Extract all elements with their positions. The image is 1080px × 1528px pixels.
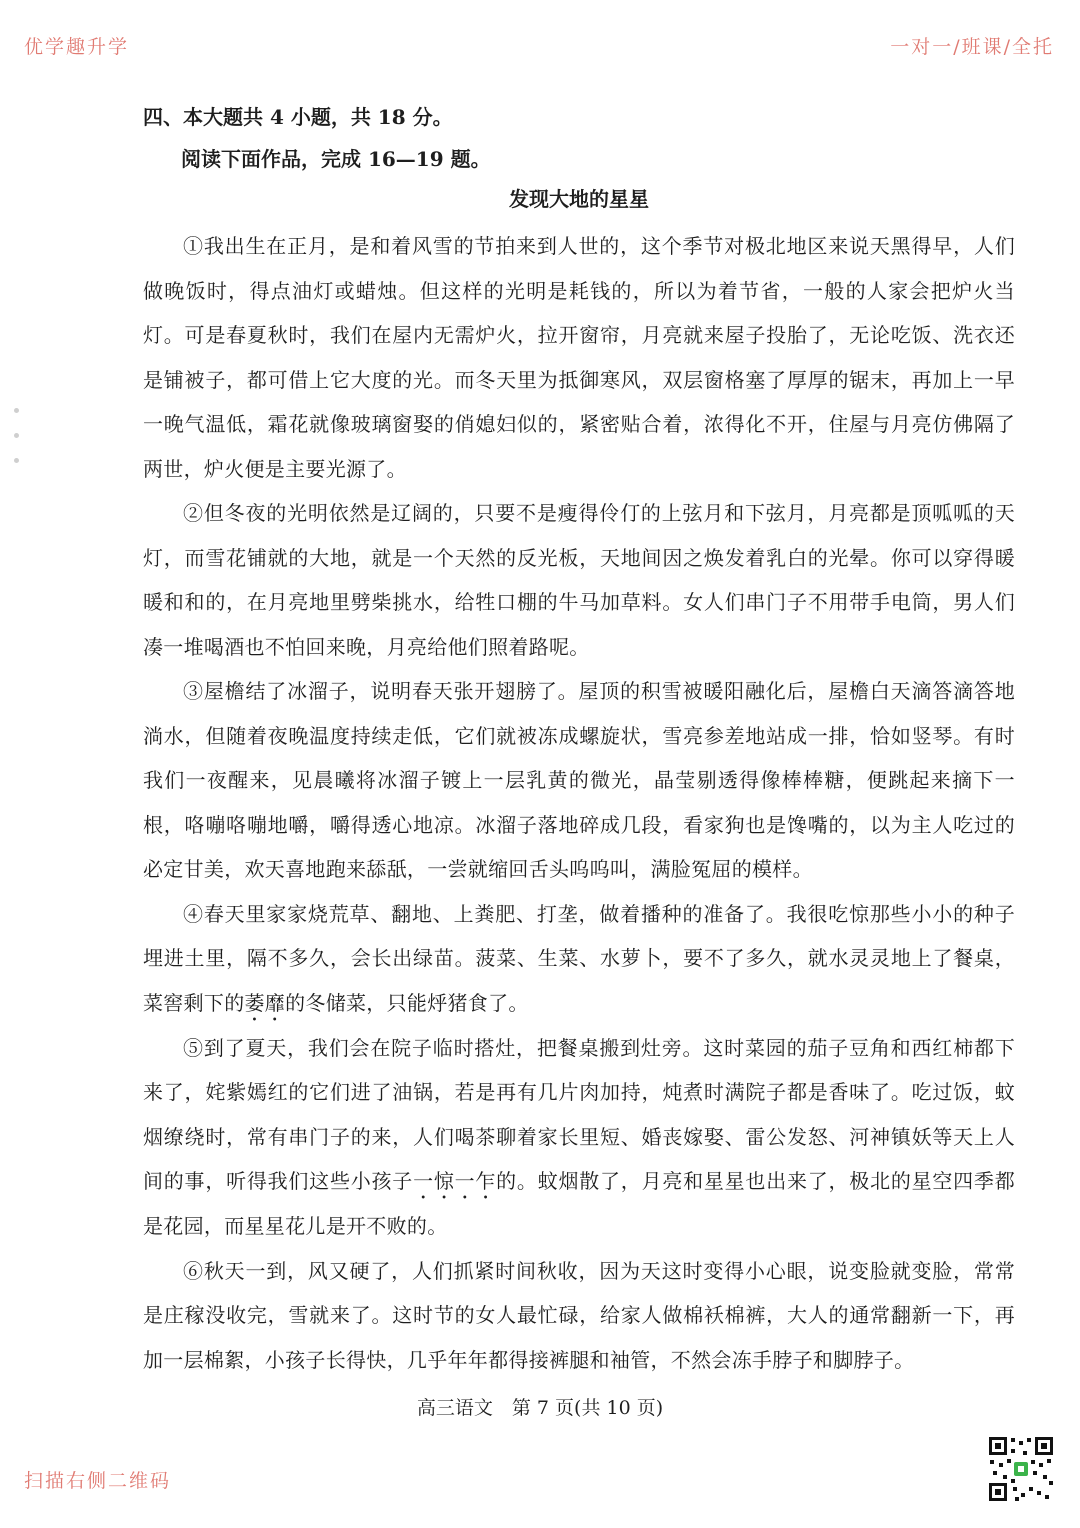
- emphasized-word: 萎靡: [244, 990, 286, 1015]
- scan-speck: [14, 458, 19, 463]
- watermark-brand: 优学趣升学: [24, 36, 130, 58]
- watermark-services: 一对一/班课/全托: [890, 36, 1054, 58]
- emphasized-phrase: 一惊一乍: [413, 1169, 497, 1193]
- paragraph-3: ③屋檐结了冰溜子，说明春天张开翅膀了。屋顶的积雪被暖阳融化后，屋檐白天滴答滴答地淌水，但随着夜晚温度持续走低，它们就被冻成螺旋状，雪亮参差地站成一排，恰如竖琴。有时我们一夜醒来，见晨曦将冰溜子镀上一层乳黄的微光，晶莹剔透得像棒棒糖，便跳起来摘下一根，咯嘣咯嘣地嚼，嚼得透心地凉。冰溜子落地碎成几段，看家狗也是馋嘴的，以为主人吃过的必定甘美，欢天喜地跑来舔舐，一尝就缩回舌头呜呜叫，满脸冤屈的模样。: [143, 679, 1015, 881]
- paragraph-4-text-b: 的冬储菜，只能烀猪食了。: [285, 990, 529, 1015]
- paragraph-4: [143, 892, 1015, 1026]
- paragraph-4-text-a: ④春天里家家烧荒草、翻地、上粪肥、打垄，做着播种的准备了。我很吃惊那些小小的种子埋进土里，隔不多久，会长出绿苗。菠菜、生菜、水萝卜，要不了多久，就水灵灵地上了餐桌，菜窖剩下的: [143, 901, 1015, 1015]
- essay-title: 发现大地的星星: [509, 187, 649, 211]
- section-heading: 四、本大题共 4 小题，共 18 分。: [143, 105, 453, 129]
- qr-code-icon[interactable]: [987, 1435, 1055, 1503]
- paragraph-1: ①我出生在正月，是和着风雪的节拍来到人世的，这个季节对极北地区来说天黑得早，人们做晚饭时，得点油灯或蜡烛。但这样的光明是耗钱的，所以为着节省，一般的人家会把炉火当灯。可是春夏秋时，我们在屋内无需炉火，拉开窗帘，月亮就来屋子投胎了，无论吃饭、洗衣还是铺被子，都可借上它大度的光。而冬天里为抵御寒风，双层窗格塞了厚厚的锯末，再加上一早一晚气温低，霜花就像玻璃窗娶的俏媳妇似的，紧密贴合着，浓得化不开，住屋与月亮仿佛隔了两世，炉火便是主要光源了。: [143, 234, 1015, 481]
- exam-page: [143, 100, 1015, 1382]
- page-footer: 高三语文 第 7 页(共 10 页): [416, 1397, 664, 1419]
- paragraph-5-text-a: ⑤到了夏天，我们会在院子临时搭灶，把餐桌搬到灶旁。这时菜园的茄子豆角和西红柿都下来了，姹紫嫣红的它们进了油锅，若是再有几片肉加持，炖煮时满院子都是香味了。吃过饭，蚊烟缭绕时，常有串门子的来，人们喝茶聊着家长里短、婚丧嫁娶、雷公发怒、河神镇妖等天上人间的事，听得我们这些小孩子: [143, 1035, 1015, 1193]
- reading-instruction: 阅读下面作品，完成 16—19 题。: [181, 147, 491, 171]
- paragraph-2: ②但冬夜的光明依然是辽阔的，只要不是瘦得伶仃的上弦月和下弦月，月亮都是顶呱呱的天灯，而雪花铺就的大地，就是一个天然的反光板，天地间因之焕发着乳白的光晕。你可以穿得暖暖和和的，在月亮地里劈柴挑水，给牲口棚的牛马加草料。女人们串门子不用带手电筒，男人们凑一堆喝酒也不怕回来晚，月亮给他们照着路呢。: [143, 501, 1015, 659]
- paragraph-5: [143, 1026, 1015, 1249]
- watermark-scan-hint: 扫描右侧二维码: [24, 1470, 172, 1492]
- scan-speck: [14, 408, 19, 413]
- paragraph-6: ⑥秋天一到，风又硬了，人们抓紧时间秋收，因为天这时变得小心眼，说变脸就变脸，常常是庄稼没收完，雪就来了。这时节的女人最忙碌，给家人做棉袄棉裤，大人的通常翻新一下，再加一层棉絮，小孩子长得快，几乎年年都得接裤腿和袖管，不然会冻手脖子和脚脖子。: [143, 1258, 1015, 1372]
- paragraph-5-text-b: 的。蚊烟散了，月亮和星星也出来了，极北的星空四季都是花园，而星星花儿是开不败的。: [143, 1169, 1016, 1238]
- scan-speck: [14, 433, 19, 438]
